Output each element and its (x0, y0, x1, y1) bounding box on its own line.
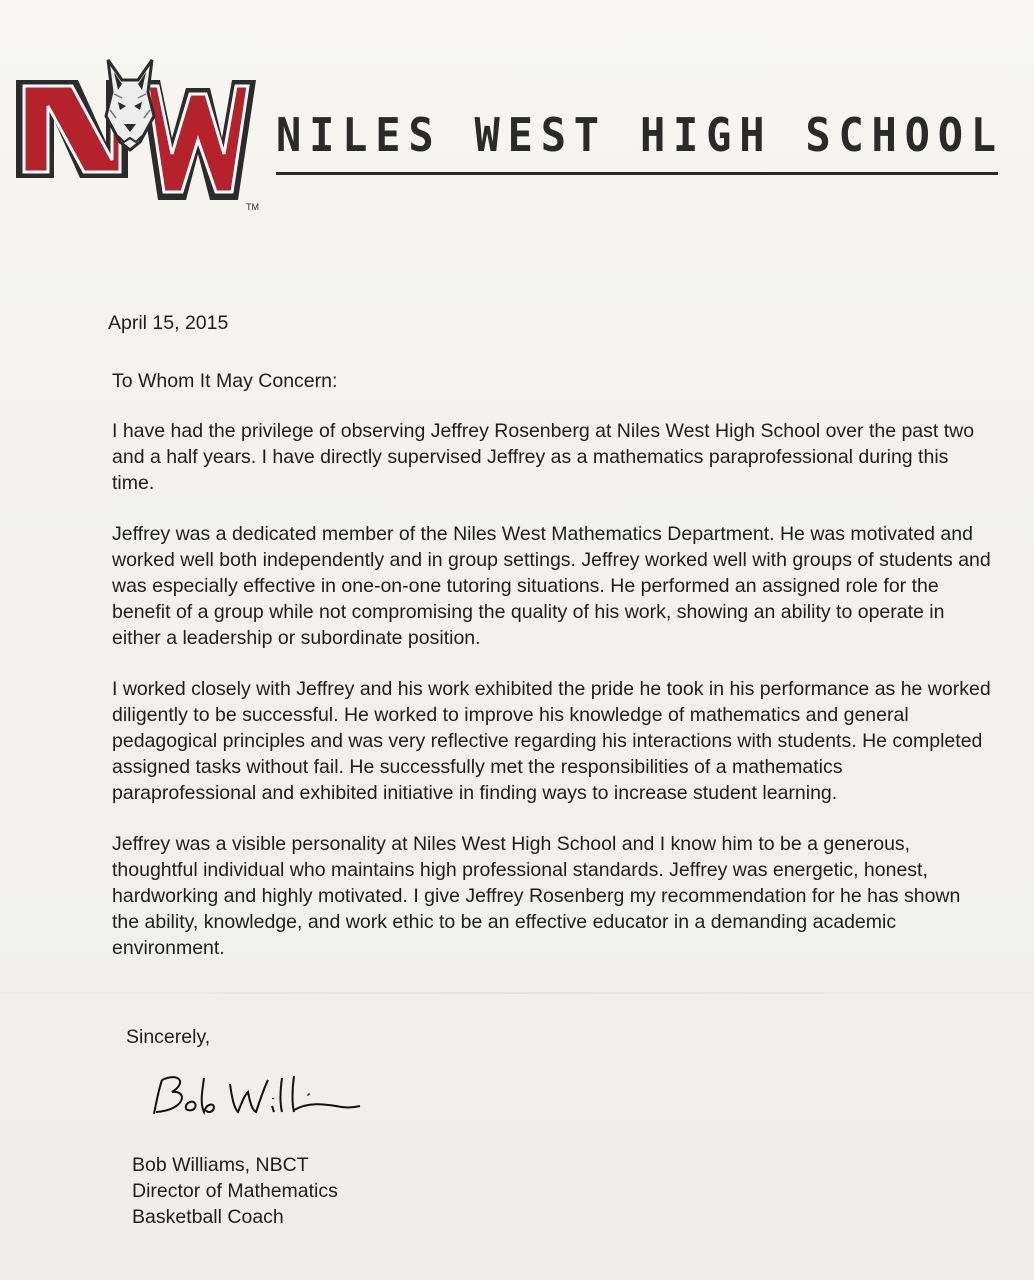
signer-name: Bob Williams, NBCT (132, 1154, 309, 1176)
school-logo (10, 50, 262, 212)
header-rule (276, 172, 998, 175)
closing: Sincerely, (126, 1026, 211, 1048)
letter-date: April 15, 2015 (108, 312, 229, 334)
letter-body (108, 310, 1008, 986)
salutation: To Whom It May Concern: (112, 370, 338, 392)
paragraph-3: I worked closely with Jeffrey and his work exhibited the pride he took in his performance as he worked diligently to be successful. He worked to improve his knowledge of mathematics and general pedagogical principles and was very reflective regarding his interactions with students. He completed assigned tasks without fail. He successfully met the responsibilities of a mathematics paraprofessional and exhibited initiative in finding ways to increase student learning. (112, 678, 991, 804)
signature-block (132, 1152, 338, 1230)
paper-fold (0, 992, 1034, 994)
signer-title: Director of Mathematics (132, 1180, 338, 1202)
handwritten-signature (148, 1066, 368, 1126)
signer-role: Basketball Coach (132, 1206, 284, 1228)
svg-text:TM: TM (246, 202, 259, 212)
paragraph-4: Jeffrey was a visible personality at Niles West High School and I know him to be a generous, thoughtful individual who maintains high professional standards. Jeffrey was energetic, honest, hardworking and highly motivated. I give Jeffrey Rosenberg my recommendation for he has shown the ability, knowledge, and work ethic to be an effective educator in a demanding academic environment. (112, 833, 961, 959)
paragraph-2: Jeffrey was a dedicated member of the Niles West Mathematics Department. He was motivated and worked well both independently and in group settings. Jeffrey worked well with groups of students and was especially effective in one-on-one tutoring situations. He performed an assigned role for the benefit of a group while not compromising the quality of his work, showing an ability to operate in either a leadership or subordinate position. (112, 523, 991, 649)
school-name: NILES WEST HIGH SCHOOL (276, 108, 1004, 162)
paragraph-1: I have had the privilege of observing Jeffrey Rosenberg at Niles West High School over the past two and a half years. I have directly supervised Jeffrey as a mathematics paraprofessional during this time. (112, 420, 975, 494)
